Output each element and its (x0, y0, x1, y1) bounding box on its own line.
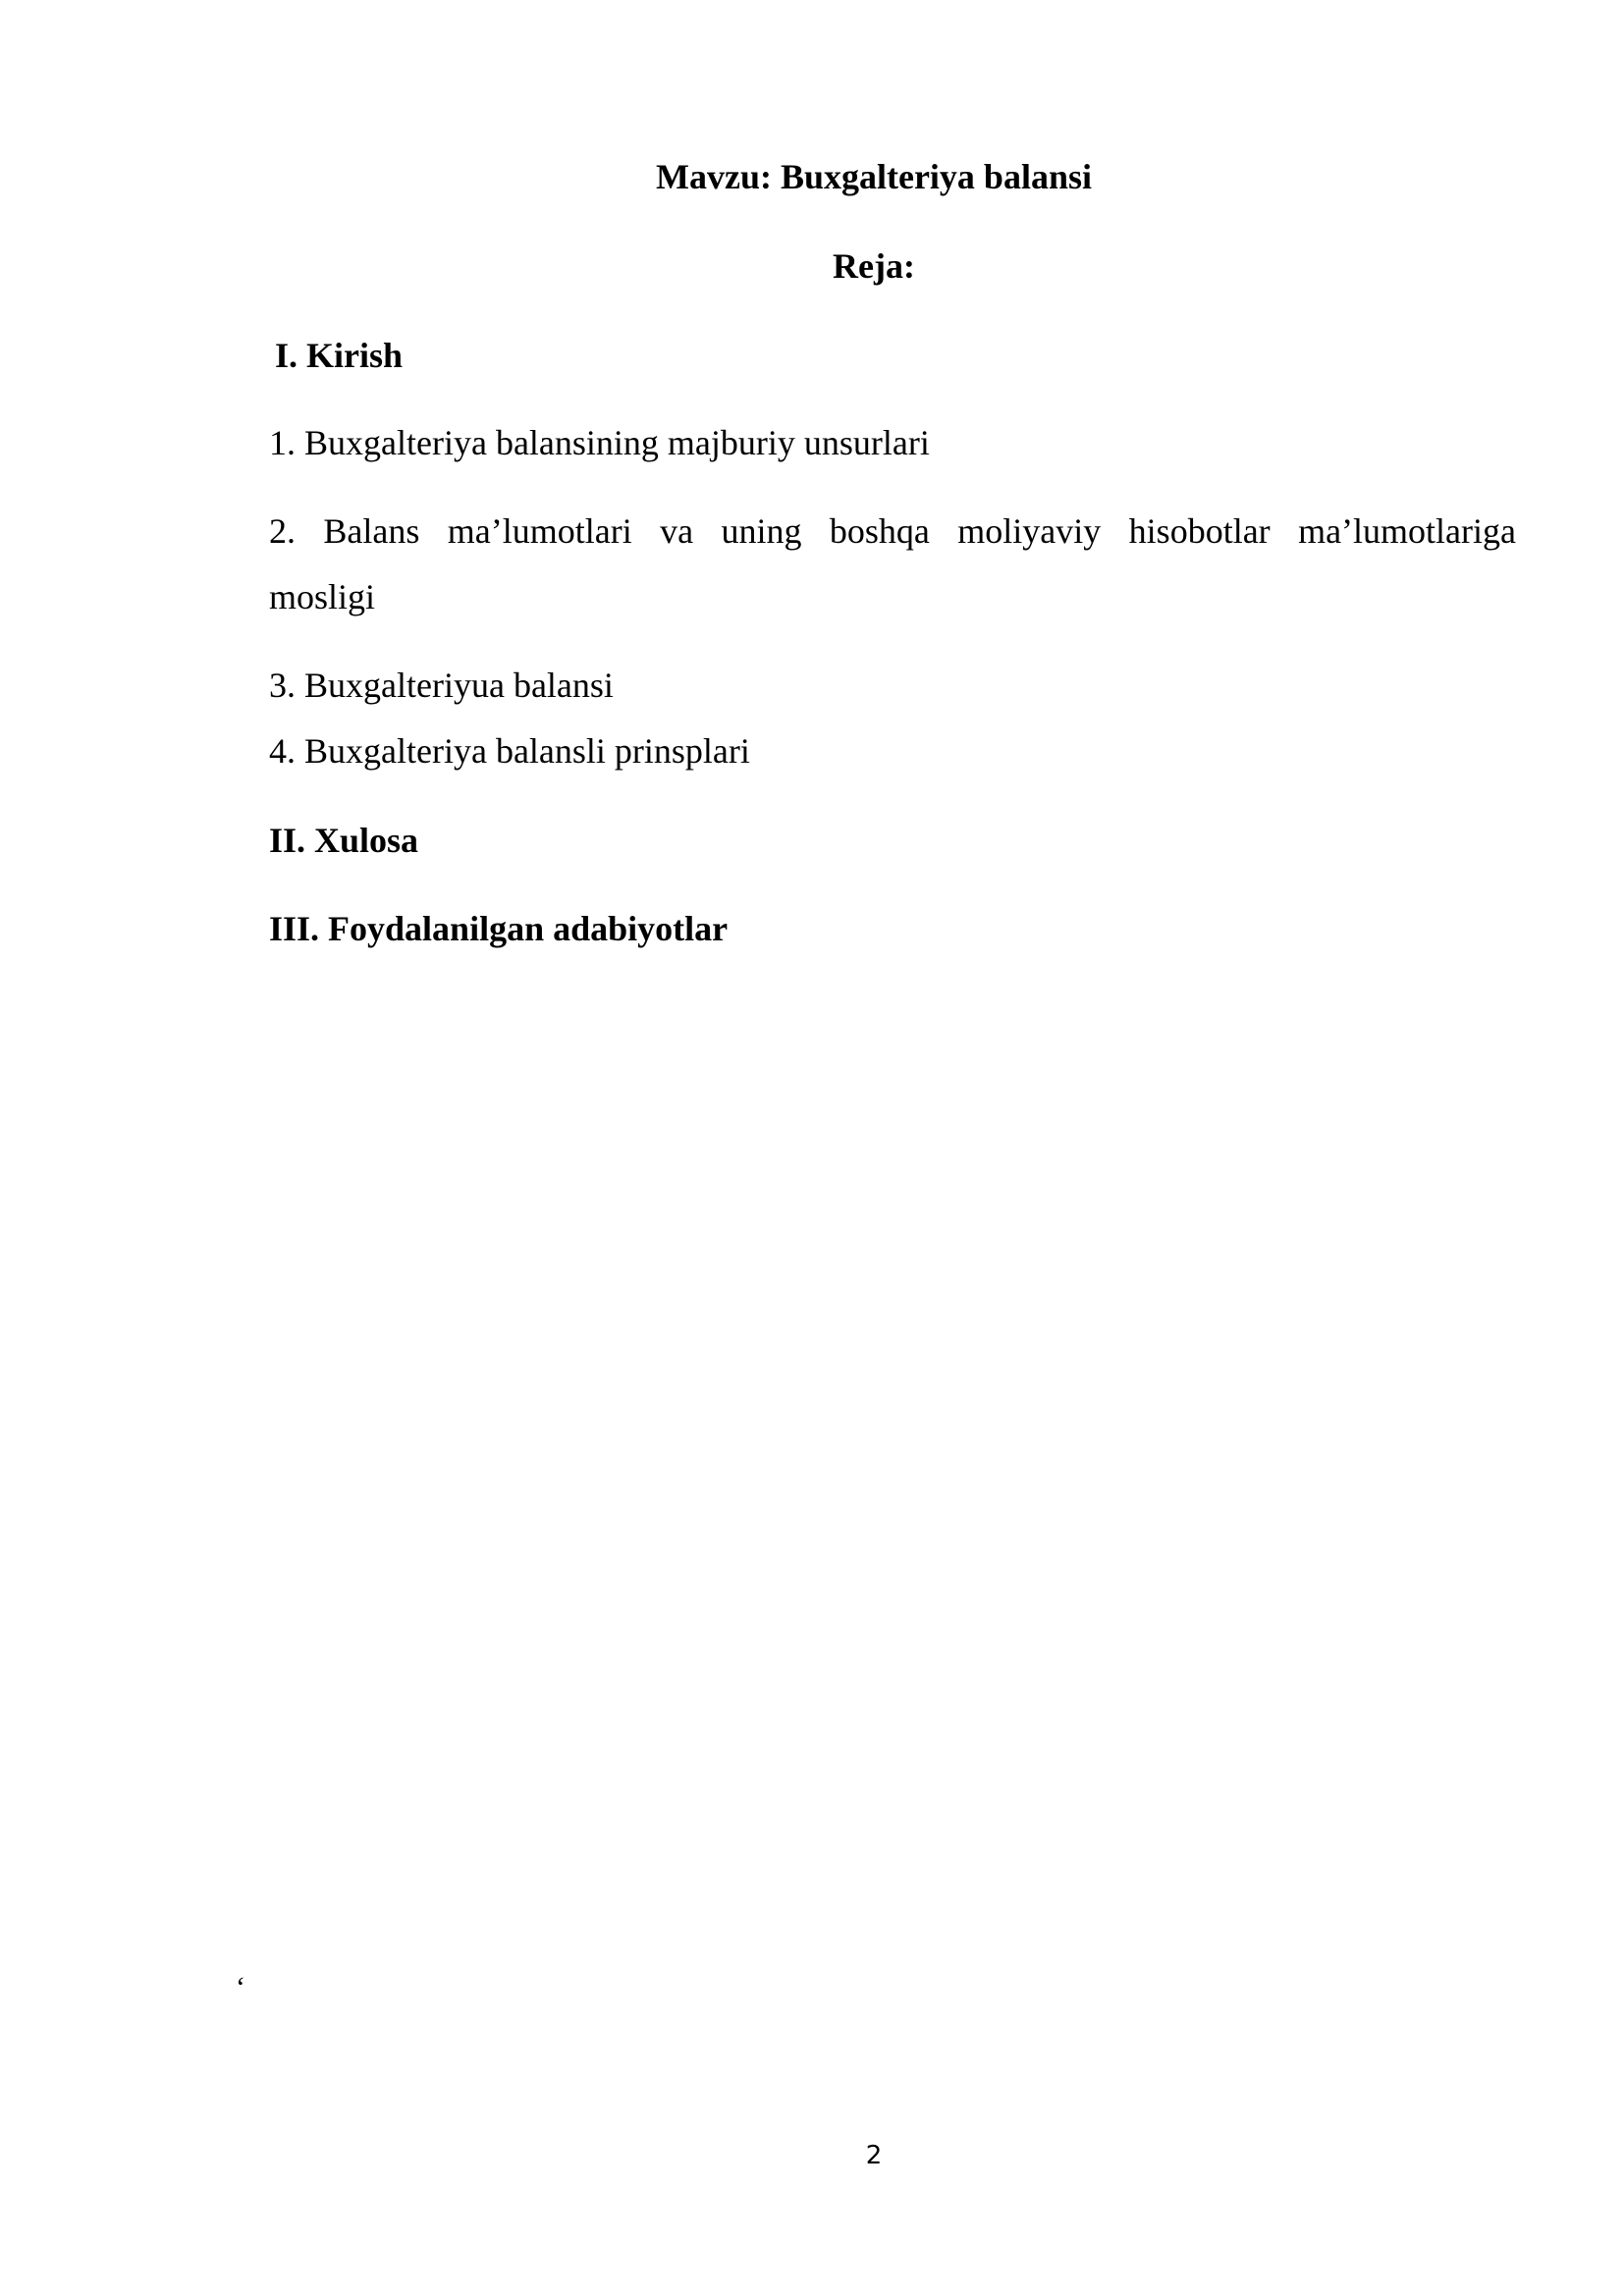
stray-quote-mark: ‘ (236, 1971, 245, 2003)
document-title: Mavzu: Buxgalteriya balansi (655, 157, 1092, 196)
section-references: III. Foydalanilgan adabiyotlar (269, 909, 729, 948)
page-number: 2 (865, 2141, 883, 2170)
plan-item-2-continuation: mosligi (269, 577, 376, 616)
plan-item-1: 1. Buxgalteriya balansining majburiy unsurlari (269, 423, 930, 462)
plan-item-2: 2. Balans ma’lumotlari va uning boshqa moliyaviy hisobotlar ma’lumotlariga (269, 511, 1516, 551)
plan-item-4: 4. Buxgalteriya balansli prinsplari (269, 731, 750, 771)
plan-heading: Reja: (833, 246, 915, 286)
section-conclusion: II. Xulosa (269, 821, 419, 860)
plan-item-3: 3. Buxgalteriyua balansi (269, 666, 614, 705)
section-introduction: I. Kirish (275, 336, 404, 375)
